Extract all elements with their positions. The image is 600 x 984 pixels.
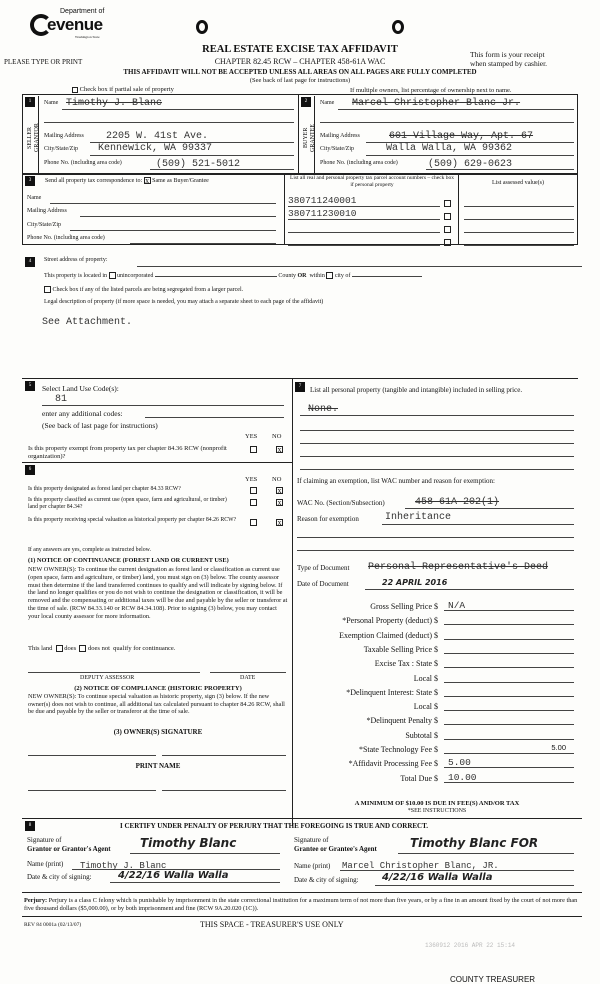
qualify-label: qualify for continuance. xyxy=(113,645,176,652)
notice-compliance-body: NEW OWNER(S): To continue special valuation as historic property, sign (3) below. If the new owner(s) does not wish to continue, all additional tax calculated pursuant to chapter 84.26 RCW, shall be due and payable by the seller or transferor at the time of sale. xyxy=(28,693,285,715)
grantee-name-label: Name (print) xyxy=(294,862,331,870)
notice-continuance-body: NEW OWNER(S): To continue the current designation as forest land or classification as current use (open space, farm and agriculture, or timber) land, you must sign on (3) below. The county assessor must then determine if the land transferred continues to qualify and will indicate by signing below. If the land no longer qualifies or you do not wish to continue the designation or classification, it will be removed and the compensating or additional taxes will be due and payable by the seller or transferor at the time of sale. (RCW 84.33.140 or RCW 84.34.108). Prior to signing (3) below, you may contact your local county assessor for more information. xyxy=(28,566,288,620)
fee-label: Local $ xyxy=(413,673,438,683)
fee-value-field[interactable] xyxy=(444,714,574,725)
county-treasurer-label: COUNTY TREASURER xyxy=(450,975,536,984)
current-use-question: Is this property classified as current use (open space, farm and agricultural, or timber) land per chapter 84.34? xyxy=(28,497,227,510)
yes-header: YES xyxy=(245,476,258,483)
fee-value-field[interactable] xyxy=(444,686,574,697)
grantor-name-label: Name (print) xyxy=(27,860,64,868)
fee-label: *Affidavit Processing Fee $ xyxy=(348,759,438,769)
section-5-number: 5 xyxy=(25,381,35,391)
unincorporated-label: unincorporated xyxy=(117,272,154,279)
city-checkbox[interactable] xyxy=(326,272,333,279)
no-header: NO xyxy=(272,476,282,483)
section-1-number: 1 xyxy=(25,97,35,107)
buyer-address-label: Mailing Address xyxy=(320,133,360,139)
nonprofit-question: Is this property exempt from property tax per chapter 84.36 RCW (nonprofit organization)? xyxy=(28,445,227,460)
grantee-name-field[interactable]: Marcel Christopher Blanc, JR. xyxy=(342,861,499,871)
wac-label: WAC No. (Section/Subsection) xyxy=(297,499,385,507)
seller-address-label: Mailing Address xyxy=(44,133,84,139)
treasurer-stamp: 1360912 2016 APR 22 15:14 xyxy=(425,942,516,949)
no-header: NO xyxy=(272,433,282,440)
same-as-buyer-checkbox[interactable]: x xyxy=(145,176,150,185)
punch-hole-icon xyxy=(392,20,404,34)
document-date-field[interactable]: 22 APRIL 2016 xyxy=(382,578,448,587)
exemption-label: If claiming an exemption, list WAC number and reason for exemption: xyxy=(297,477,495,485)
parcel-header: List all real and personal property tax parcel account numbers – check box if personal property xyxy=(289,175,455,188)
buyer-label: BUYER GRANTEE xyxy=(303,124,316,152)
grantee-date-field[interactable]: 4/22/16 Walla Walla xyxy=(382,872,493,883)
this-land-label: This land xyxy=(28,645,53,652)
minimum-due-note: A MINIMUM OF $10.00 IS DUE IN FEE(S) AND/OR TAX xyxy=(354,800,520,807)
segregated-label: Check box if any of the listed parcels are being segregated from a larger parcel. xyxy=(52,286,244,293)
fee-row xyxy=(300,716,578,727)
grantor-date-label: Date & city of signing: xyxy=(27,873,92,881)
notice-compliance-title: (2) NOTICE OF COMPLIANCE (HISTORIC PROPERTY) xyxy=(74,685,242,692)
buyer-address-field[interactable]: 601 Village Way, Apt. 67 xyxy=(389,131,534,142)
receipt-note-2: when stamped by cashier. xyxy=(470,59,548,68)
continuance-line xyxy=(28,645,175,652)
does-not-checkbox[interactable] xyxy=(79,645,86,652)
fee-row xyxy=(300,645,578,656)
fee-label: *State Technology Fee $ xyxy=(358,745,438,754)
section-8-number: 8 xyxy=(25,821,35,831)
warning: THIS AFFIDAVIT WILL NOT BE ACCEPTED UNLESS ALL AREAS ON ALL PAGES ARE FULLY COMPLETED xyxy=(123,68,477,76)
section-6-number: 6 xyxy=(25,465,35,475)
correspondence-phone-label: Phone No. (including area code) xyxy=(27,235,105,241)
additional-codes-field[interactable] xyxy=(145,417,284,418)
fee-label: Taxable Selling Price $ xyxy=(363,644,438,654)
legal-description-label: Legal description of property (if more space is needed, you may attach a separate sheet to each page of the affidavit) xyxy=(44,299,324,305)
fee-row xyxy=(300,631,578,642)
parcel-number-field[interactable]: 380711240001 xyxy=(288,195,357,206)
owner-signature-title: (3) OWNER(S) SIGNATURE xyxy=(113,728,203,736)
form-revision: REV 84 0001a (02/13/07) xyxy=(24,922,82,928)
fee-value-field[interactable] xyxy=(444,729,574,740)
form-title: REAL ESTATE EXCISE TAX AFFIDAVIT xyxy=(202,44,398,55)
segregated-checkbox[interactable] xyxy=(44,286,51,293)
fee-label: Subtotal $ xyxy=(405,730,438,740)
fee-value-field[interactable] xyxy=(444,629,574,640)
county-label: County xyxy=(278,272,296,279)
fee-label: *Personal Property (deduct) $ xyxy=(342,616,438,626)
fee-value-field[interactable]: 10.00 xyxy=(444,772,574,783)
buyer-city-field[interactable]: Walla Walla, WA 99362 xyxy=(386,143,513,154)
grantor-date-field[interactable]: 4/22/16 Walla Walla xyxy=(118,870,229,881)
grantee-signature-field[interactable]: Timothy Blanc FOR xyxy=(410,836,539,850)
fee-label: Gross Selling Price $ xyxy=(370,602,438,611)
personal-property-checkbox[interactable] xyxy=(444,226,451,233)
correspondence-address-label: Mailing Address xyxy=(27,208,67,214)
assessed-value-field[interactable] xyxy=(464,245,574,246)
seller-address-field[interactable]: 2205 W. 41st Ave. xyxy=(106,131,209,142)
unincorporated-checkbox[interactable] xyxy=(109,272,116,279)
correspondence-city-label: City/State/Zip xyxy=(27,222,61,228)
owner-signature-field[interactable] xyxy=(28,755,156,756)
print-name-field-2[interactable] xyxy=(162,790,286,791)
current-use-yes-checkbox[interactable] xyxy=(250,499,257,506)
seller-phone-field[interactable]: (509) 521-5012 xyxy=(156,159,241,170)
treasurer-space-label: THIS SPACE - TREASURER'S USE ONLY xyxy=(200,920,344,929)
document-date-label: Date of Document xyxy=(297,580,349,588)
land-use-code-field[interactable]: 81 xyxy=(55,394,68,405)
historic-yes-checkbox[interactable] xyxy=(250,519,257,526)
segregated-line xyxy=(44,286,243,293)
personal-property-label: List all personal property (tangible and intangible) included in selling price. xyxy=(310,386,523,394)
grantor-name-field[interactable]: Timothy J. Blanc xyxy=(80,861,167,871)
section-3-number: 3 xyxy=(25,176,35,186)
certify-statement: I CERTIFY UNDER PENALTY OF PERJURY THAT THE FOREGOING IS TRUE AND CORRECT. xyxy=(120,822,429,830)
document-type-label: Type of Document xyxy=(297,564,350,572)
multiple-owners-note: If multiple owners, list percentage of ownership next to name. xyxy=(350,87,512,94)
seller-name-label: Name xyxy=(44,100,59,106)
location-line xyxy=(44,272,422,279)
partial-sale-checkbox[interactable] xyxy=(72,86,174,93)
form-chapter: CHAPTER 82.45 RCW – CHAPTER 458-61A WAC xyxy=(214,57,386,66)
fee-row xyxy=(300,702,578,713)
forest-yes-checkbox[interactable] xyxy=(250,487,257,494)
located-in-label: This property is located in xyxy=(44,272,107,279)
city-field[interactable] xyxy=(352,276,422,277)
seller-name-field[interactable]: Timothy J. Blanc xyxy=(66,98,163,109)
fee-label: *Delinquent Penalty $ xyxy=(366,716,438,726)
wac-field[interactable]: 458 61A 202(1) xyxy=(415,497,500,508)
land-use-instructions: (See back of last page for instructions) xyxy=(42,421,158,430)
document-type-field[interactable]: Personal Representative's Deed xyxy=(368,562,549,573)
seller-label: SELLER GRANTOR xyxy=(27,123,40,153)
perjury-text: Perjury is a class C felony which is punishable by imprisonment in the state correctional institution for a maximum term of not more than five years, or by a fine in an amount fixed by the court of not more than five thousand dollars ($5,000.00), or by both imprisonment and fine (RCW 9A.20.020 (1C)). xyxy=(24,897,578,912)
street-address-label: Street address of property: xyxy=(44,257,108,263)
fee-row xyxy=(300,602,578,613)
street-address-field[interactable] xyxy=(137,266,582,267)
historic-question: Is this property receiving special valuation as historical property per chapter 84.26 RCW? xyxy=(28,517,237,523)
fee-label: Local $ xyxy=(413,702,438,712)
yes-header: YES xyxy=(245,433,258,440)
buyer-name-field[interactable]: Marcel Christopher Blanc Jr. xyxy=(352,98,521,109)
fee-label: Excise Tax : State $ xyxy=(374,659,438,669)
county-field[interactable] xyxy=(155,276,277,277)
deputy-assessor-field[interactable] xyxy=(28,672,200,673)
land-use-label: Select Land Use Code(s): xyxy=(42,384,119,393)
fee-value-field[interactable]: 5.00 xyxy=(444,757,574,768)
fee-value-field[interactable] xyxy=(444,672,574,683)
fee-label: *Delinquent Interest: State $ xyxy=(346,687,438,697)
correspondence-line xyxy=(45,177,209,184)
perjury-bold: Perjury: xyxy=(24,897,48,904)
logo-text-1: Department of xyxy=(60,8,105,15)
buyer-city-label: City/State/Zip xyxy=(320,146,354,152)
please-type: PLEASE TYPE OR PRINT xyxy=(4,58,83,66)
fee-row xyxy=(300,759,578,770)
logo-text-2: evenue xyxy=(47,15,103,34)
assessed-value-field[interactable] xyxy=(464,232,574,233)
assessor-date-label: DATE xyxy=(240,675,256,681)
historic-no-checkbox[interactable]: x xyxy=(277,517,282,527)
grantor-signature-label-2: Grantor or Grantor's Agent xyxy=(27,845,111,853)
fee-row xyxy=(300,688,578,699)
exemption-reason-field[interactable]: Inheritance xyxy=(385,512,452,523)
grantor-signature-label-1: Signature of xyxy=(27,836,62,844)
fee-value-field[interactable] xyxy=(444,657,574,668)
deputy-assessor-label: DEPUTY ASSESSOR xyxy=(80,675,135,681)
nonprofit-no-checkbox[interactable]: x xyxy=(277,444,282,454)
fee-value-field[interactable] xyxy=(444,643,574,654)
fee-row xyxy=(300,616,578,627)
section-7-number: 7 xyxy=(295,382,305,392)
instructions-note: (See back of last page for instructions) xyxy=(249,77,351,84)
buyer-phone-label: Phone No. (including area code) xyxy=(320,160,398,166)
personal-property-checkbox[interactable] xyxy=(444,200,451,207)
city-of-label: city of xyxy=(334,272,351,279)
assessed-value-field[interactable] xyxy=(464,206,574,207)
fee-row xyxy=(300,745,578,756)
parcel-number-field[interactable]: 380711230010 xyxy=(288,208,357,219)
additional-codes-label: enter any additional codes: xyxy=(42,409,123,418)
seller-city-field[interactable]: Kennewick, WA 99337 xyxy=(98,143,213,154)
buyer-name-label: Name xyxy=(320,100,335,106)
fee-label: Total Due $ xyxy=(400,773,438,783)
exemption-reason-label: Reason for exemption xyxy=(297,515,359,523)
does-label: does xyxy=(64,645,77,652)
correspondence-label: Send all property tax correspondence to: xyxy=(45,177,143,184)
seller-phone-label: Phone No. (including area code) xyxy=(44,160,122,166)
if-yes-note: If any answers are yes, complete as instructed below. xyxy=(28,547,151,553)
fee-value-field[interactable]: 5.00 xyxy=(444,743,574,754)
receipt-note-1: This form is your receipt xyxy=(470,50,545,59)
fee-label: Exemption Claimed (deduct) $ xyxy=(339,630,438,640)
print-name-label: PRINT NAME xyxy=(135,762,181,770)
legal-description-field[interactable]: See Attachment. xyxy=(42,317,133,328)
assessor-date-field[interactable] xyxy=(210,672,286,673)
personal-property-field[interactable]: None. xyxy=(308,404,339,415)
grantee-date-label: Date & city of signing: xyxy=(294,876,359,884)
divider xyxy=(298,94,299,174)
print-name-field[interactable] xyxy=(28,790,156,791)
section-4-number: 4 xyxy=(25,257,35,267)
personal-property-checkbox[interactable] xyxy=(444,239,451,246)
notice-continuance-title: (1) NOTICE OF CONTINUANCE (FOREST LAND OR CURRENT USE) xyxy=(28,557,229,564)
fee-row xyxy=(300,659,578,670)
personal-property-checkbox[interactable] xyxy=(444,213,451,220)
does-not-label: does not xyxy=(88,645,110,652)
fee-row xyxy=(300,674,578,685)
assessed-header: List assessed value(s) xyxy=(492,180,544,186)
owner-signature-field-2[interactable] xyxy=(162,755,286,756)
perjury-notice xyxy=(24,897,580,913)
seller-city-label: City/State/Zip xyxy=(44,146,78,152)
current-use-no-checkbox[interactable]: x xyxy=(277,497,282,507)
fee-value-field[interactable] xyxy=(444,700,574,711)
does-checkbox[interactable] xyxy=(56,645,63,652)
fee-value-field[interactable]: N/A xyxy=(444,600,574,611)
assessed-value-field[interactable] xyxy=(464,219,574,220)
nonprofit-yes-checkbox[interactable] xyxy=(250,446,257,453)
same-as-buyer-label: Same as Buyer/Grantee xyxy=(152,177,209,184)
partial-sale-label: Check box if partial sale of property xyxy=(79,86,174,93)
fee-row xyxy=(300,731,578,742)
fee-value-field[interactable] xyxy=(444,614,574,625)
buyer-phone-field[interactable]: (509) 629-0623 xyxy=(428,159,513,170)
grantor-signature-field[interactable]: Timothy Blanc xyxy=(140,836,237,850)
or-label: OR xyxy=(297,272,307,279)
grantee-signature-label-2: Grantee or Grantee's Agent xyxy=(294,845,377,853)
forest-no-checkbox[interactable]: x xyxy=(277,485,282,495)
punch-hole-icon xyxy=(196,20,208,34)
within-label: within xyxy=(309,272,325,279)
see-instructions-note: *SEE INSTRUCTIONS xyxy=(407,808,467,814)
grantee-signature-label-1: Signature of xyxy=(294,836,329,844)
correspondence-name-label: Name xyxy=(27,195,42,201)
section-2-number: 2 xyxy=(301,97,311,107)
logo-text-3: Washington State xyxy=(75,35,100,39)
forest-land-question: Is this property designated as forest land per chapter 84.33 RCW? xyxy=(28,486,181,492)
fee-row xyxy=(300,771,578,785)
